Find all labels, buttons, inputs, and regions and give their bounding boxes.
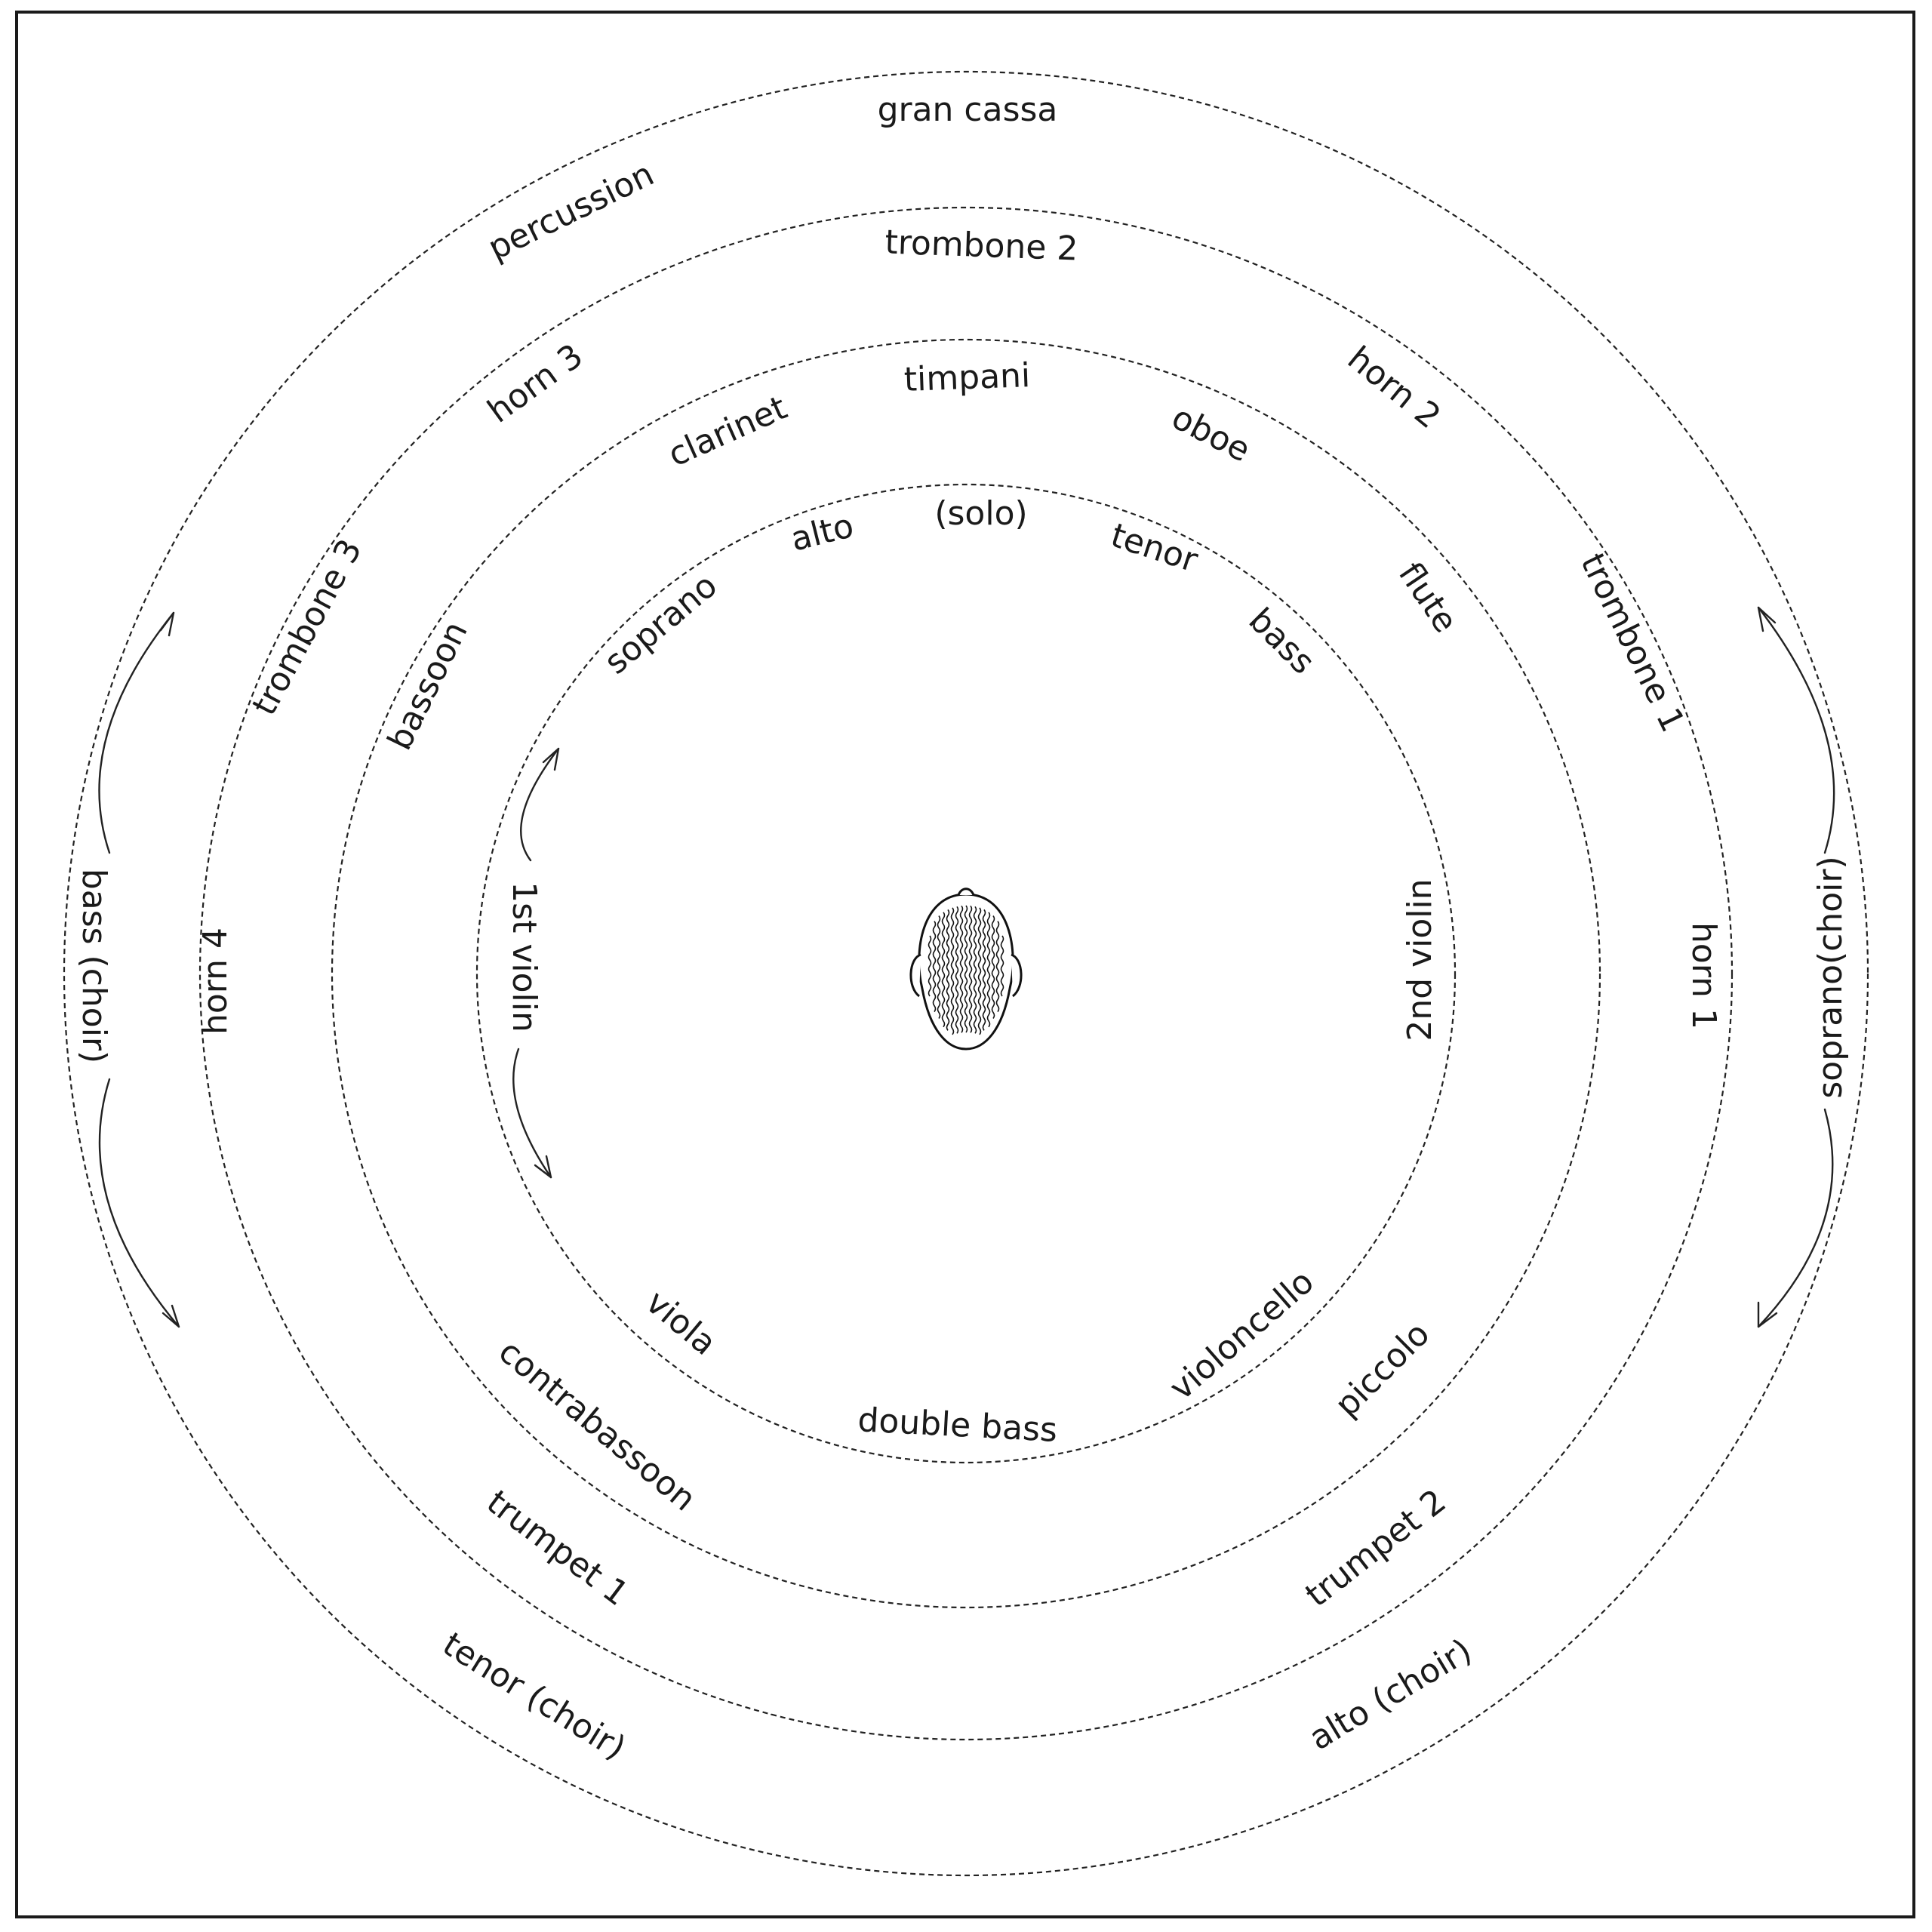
label-viola: viola xyxy=(638,1282,724,1363)
label-2nd-violin: 2nd violin xyxy=(1401,878,1439,1041)
label-trumpet-2: trumpet 2 xyxy=(1298,1481,1454,1615)
label-trumpet-1: trumpet 1 xyxy=(479,1482,636,1614)
label-oboe: oboe xyxy=(1165,398,1257,470)
label-piccolo: piccolo xyxy=(1327,1315,1438,1425)
label-tenor: tenor xyxy=(1106,515,1203,580)
label-gran-cassa: gran cassa xyxy=(877,91,1058,129)
label-alto-choir: alto (choir) xyxy=(1303,1631,1478,1758)
label-horn-4: horn 4 xyxy=(196,928,235,1035)
label-bass: bass xyxy=(1241,601,1322,682)
label-horn-3: horn 3 xyxy=(481,336,590,431)
label-trombone-3: trombone 3 xyxy=(245,533,370,722)
label-alto: alto xyxy=(786,506,858,559)
label-trombone-1: trombone 1 xyxy=(1573,547,1693,738)
label-tenor-choir: tenor (choir) xyxy=(435,1625,632,1768)
label-bass-choir: bass (choir) xyxy=(75,868,113,1064)
label-percussion: percussion xyxy=(481,155,660,268)
label-violoncello: violoncello xyxy=(1162,1262,1321,1408)
label-1st-violin: 1st violin xyxy=(505,881,543,1032)
label-flute: flute xyxy=(1390,555,1466,640)
label-soprano-choir: soprano(choir) xyxy=(1811,856,1850,1099)
label-bassoon: bassoon xyxy=(380,615,475,756)
label-timpani: timpani xyxy=(903,356,1032,399)
label-clarinet: clarinet xyxy=(662,388,793,475)
label-horn-2: horn 2 xyxy=(1340,339,1448,437)
label-trombone-2: trombone 2 xyxy=(884,223,1079,269)
label-contrabassoon: contrabassoon xyxy=(491,1332,703,1519)
label-double-bass: double bass xyxy=(857,1401,1059,1450)
label-horn-1: horn 1 xyxy=(1684,922,1723,1029)
label-solo: (solo) xyxy=(934,494,1028,533)
label-soprano: soprano xyxy=(597,566,725,682)
